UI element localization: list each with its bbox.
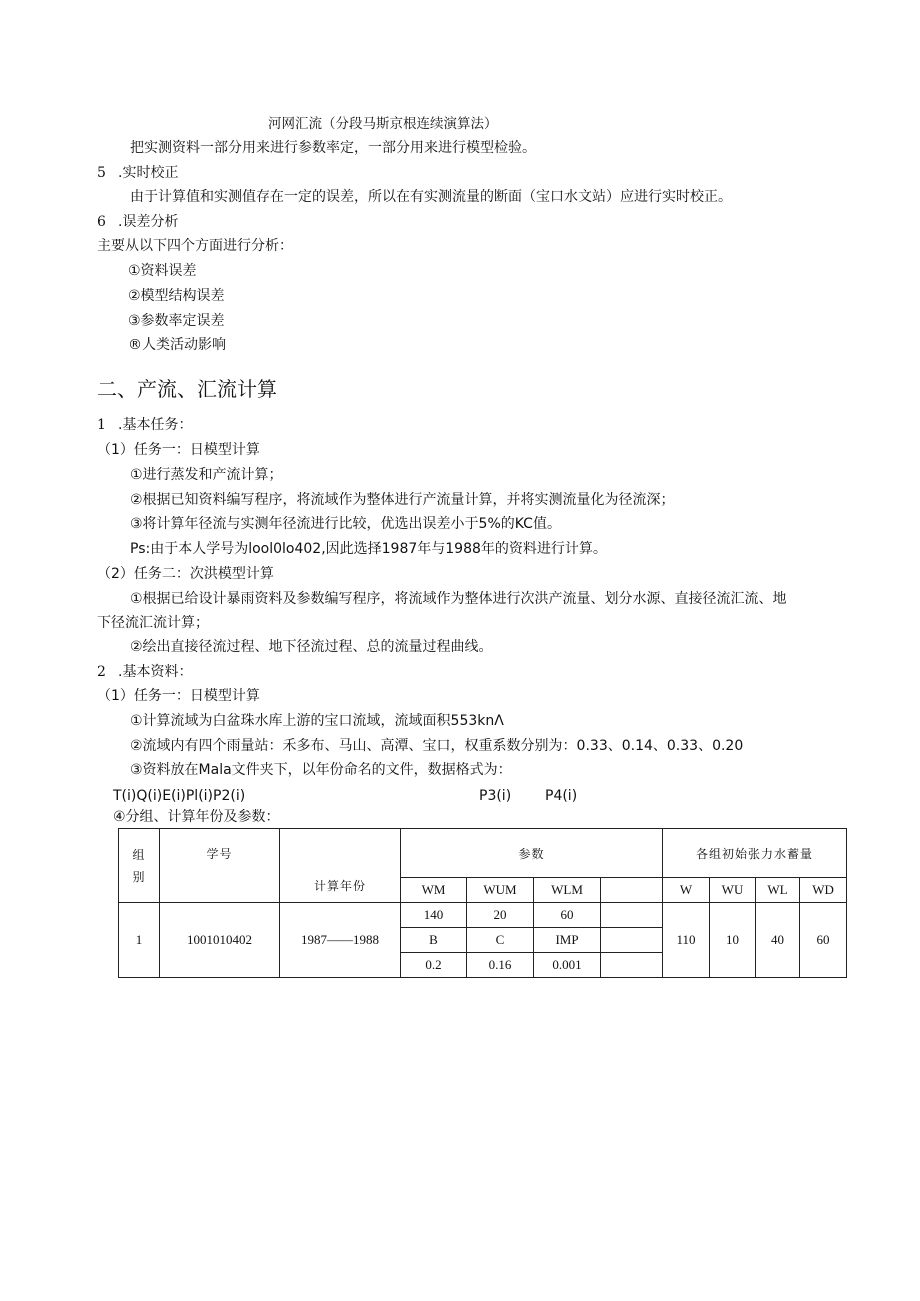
part-2-heading: 二、产流、汇流计算 (97, 377, 277, 401)
header-group-top: 组 (132, 847, 146, 862)
task-1-item: ③将计算年径流与实测年径流进行比较，优选出误差小于5%的KC值。 (130, 516, 561, 532)
subsection-1-title: .基本任务： (118, 417, 193, 433)
table-header-row (119, 829, 847, 878)
table-row (119, 903, 847, 928)
calc-years-cell: 1987——1988 (280, 903, 401, 978)
error-item: ①资料误差 (128, 263, 197, 279)
initial-header-cell: WL (756, 878, 800, 903)
student-id-cell: 1001010402 (160, 903, 280, 978)
param-name-cell: WM (401, 878, 467, 903)
task-2-item: ①根据已给设计暴雨资料及参数编写程序，将流域作为整体进行次洪产流量、划分水源、直接径流汇流、地 (130, 591, 787, 607)
param-value-cell: 0.001 (534, 953, 601, 978)
section-5-title: .实时校正 (118, 165, 179, 181)
error-item: ②模型结构误差 (128, 288, 225, 304)
task-1-item: ①进行蒸发和产流计算； (130, 467, 283, 483)
header-initial-storage: 各组初始张力水蓄量 (663, 829, 847, 878)
param-value-cell (601, 953, 663, 978)
data-1-label: （1）任务一：日模型计算 (97, 688, 260, 704)
section-6-title: .误差分析 (118, 214, 179, 230)
task-2-item-continuation: 下径流汇流计算； (97, 615, 209, 631)
task-2-item: ②绘出直接径流过程、地下径流过程、总的流量过程曲线。 (130, 639, 493, 655)
section-6-intro: 主要从以下四个方面进行分析： (97, 238, 293, 254)
data-format-p4: P4(i) (545, 788, 578, 804)
param-value-cell: 20 (467, 903, 534, 928)
param-value-cell: 60 (534, 903, 601, 928)
header-group-bottom: 别 (132, 869, 146, 884)
header-group-cell (119, 829, 160, 903)
initial-header-cell: WD (800, 878, 847, 903)
group-number-cell: 1 (119, 903, 160, 978)
data-1-item: ①计算流域为白盆珠水库上游的宝口流域，流域面积553knΛ (130, 713, 504, 729)
parameter-table (118, 828, 847, 978)
param-value-cell: 140 (401, 903, 467, 928)
task-2-label: （2）任务二：次洪模型计算 (97, 566, 274, 582)
flow-routing-title: 河网汇流（分段马斯京根连续演算法） (268, 116, 498, 132)
data-1-item: ③资料放在Mala文件夹下，以年份命名的文件，数据格式为： (130, 762, 512, 778)
subsection-1-number: 1 (97, 417, 106, 433)
initial-header-cell: W (663, 878, 710, 903)
data-1-item: ②流域内有四个雨量站：禾多布、马山、高潭、宝口，权重系数分别为：0.33、0.14、0.33、0.20 (130, 738, 744, 754)
header-parameters: 参数 (401, 829, 663, 878)
task-1-label: （1）任务一：日模型计算 (97, 442, 260, 458)
error-item: ®人类活动影响 (128, 337, 226, 353)
subsection-2-number: 2 (97, 664, 106, 680)
header-student-id: 学号 (160, 829, 280, 903)
data-format-left: T(i)Q(i)E(i)Pl(i)P2(i) (113, 788, 246, 804)
param-value-cell (601, 903, 663, 928)
initial-value-cell: 10 (710, 903, 756, 978)
section-5-body: 由于计算值和实测值存在一定的误差，所以在有实测流量的断面（宝口水文站）应进行实时校正。 (130, 189, 732, 205)
initial-value-cell: 40 (756, 903, 800, 978)
data-format-p3: P3(i) (479, 788, 512, 804)
param-name-cell: WUM (467, 878, 534, 903)
subsection-2-title: .基本资料： (118, 664, 193, 680)
header-calc-years: 计算年份 (280, 829, 401, 903)
initial-value-cell: 110 (663, 903, 710, 978)
param-value-cell: 0.2 (401, 953, 467, 978)
table-intro: ④分组、计算年份及参数： (113, 809, 280, 825)
param-name-cell: C (467, 928, 534, 953)
initial-value-cell: 60 (800, 903, 847, 978)
param-name-cell: IMP (534, 928, 601, 953)
section-6-number: 6 (97, 214, 106, 230)
param-name-cell (601, 928, 663, 953)
paragraph-data-split: 把实测资料一部分用来进行参数率定，一部分用来进行模型检验。 (130, 140, 536, 156)
param-name-cell (601, 878, 663, 903)
error-item: ③参数率定误差 (128, 313, 225, 329)
param-name-cell: WLM (534, 878, 601, 903)
param-name-cell: B (401, 928, 467, 953)
section-5-number: 5 (97, 165, 106, 181)
task-1-item: ②根据已知资料编写程序，将流域作为整体进行产流量计算，并将实测流量化为径流深； (130, 492, 675, 508)
task-1-note: Ps:由于本人学号为lool0lo402,因此选择1987年与1988年的资料进行计算。 (130, 541, 607, 557)
param-value-cell: 0.16 (467, 953, 534, 978)
initial-header-cell: WU (710, 878, 756, 903)
